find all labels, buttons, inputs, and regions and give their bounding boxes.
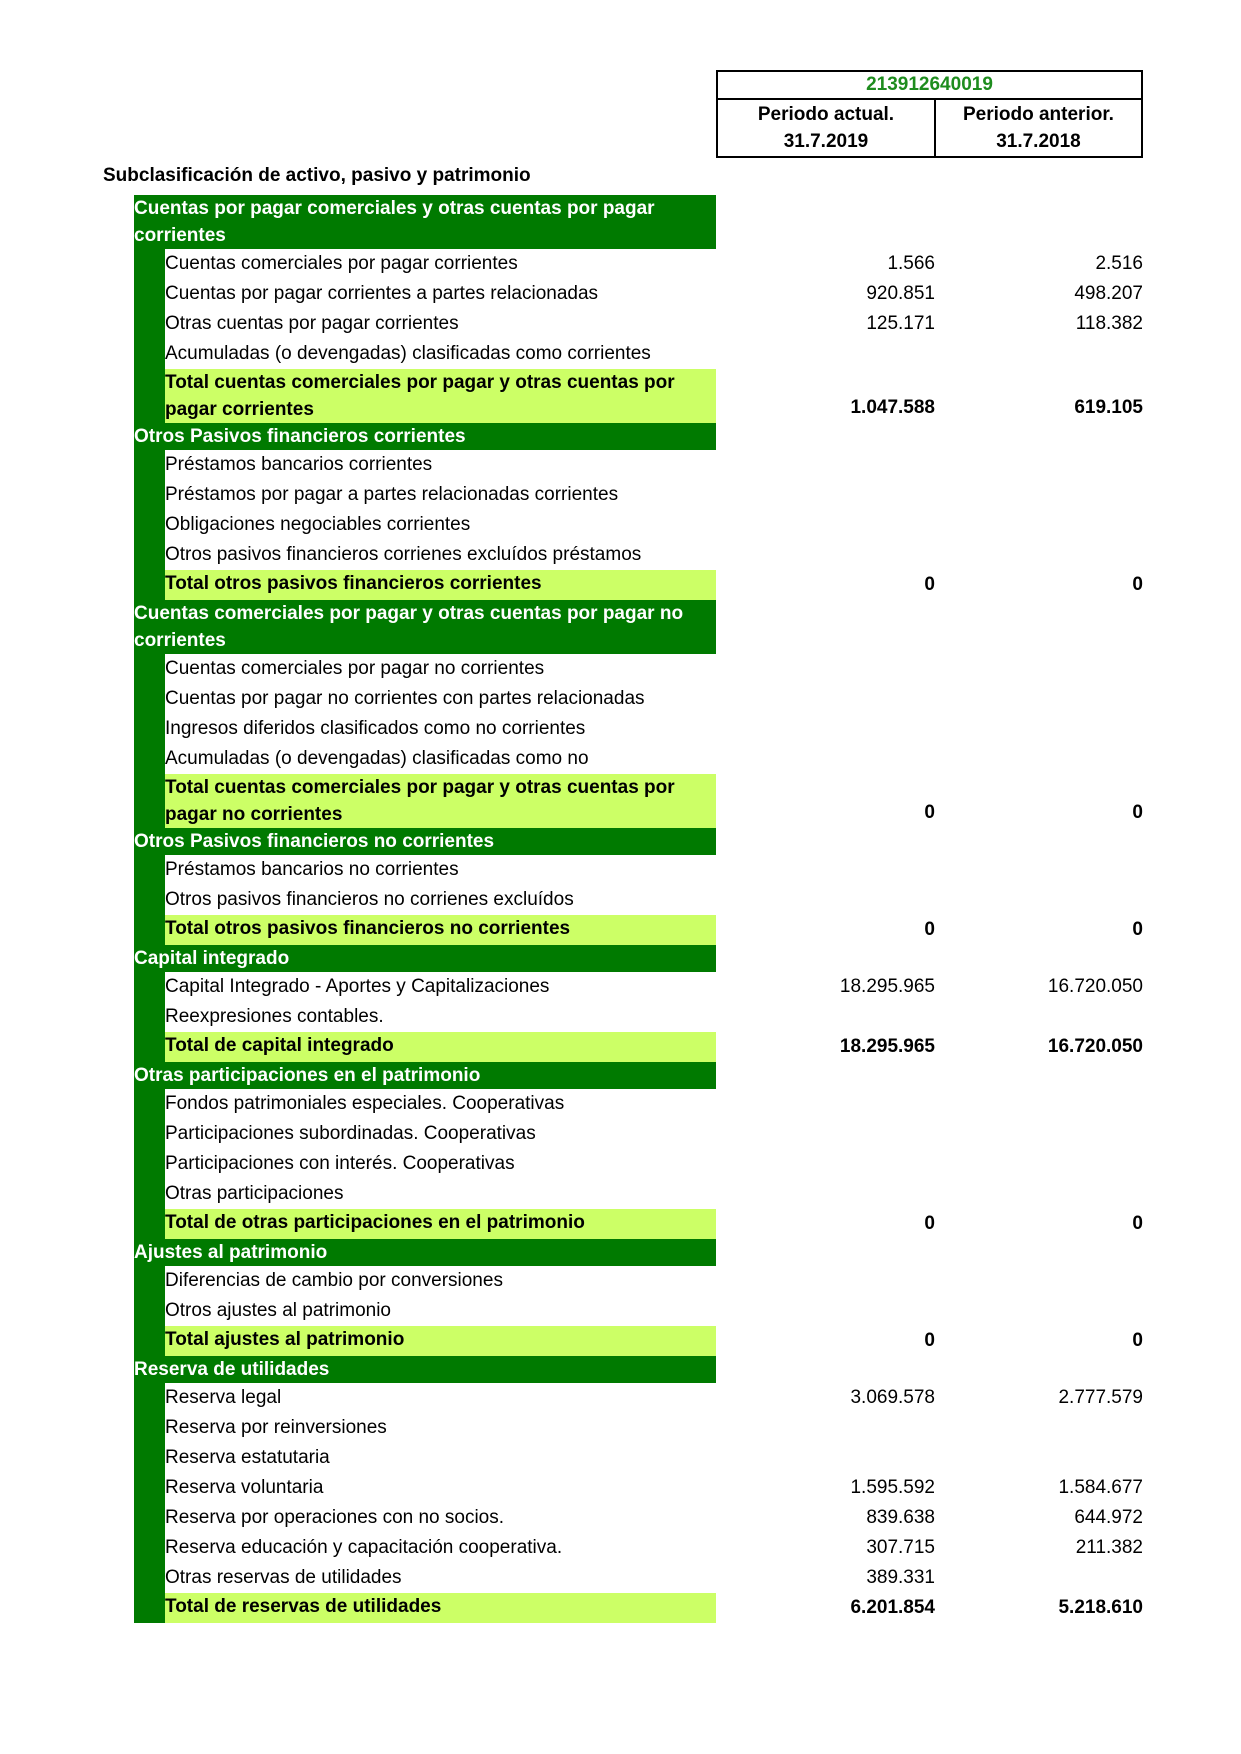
green-bar (134, 1209, 165, 1239)
row-label: Diferencias de cambio por conversiones (165, 1270, 503, 1291)
green-bar (134, 1149, 165, 1179)
value-previous (935, 510, 1143, 540)
green-bar (134, 915, 165, 945)
green-bar (134, 510, 165, 540)
green-bar (134, 1503, 165, 1533)
indent (103, 1179, 134, 1209)
indent (103, 450, 134, 480)
row-label: Otros pasivos financieros no corrienes excluídos (165, 889, 574, 910)
value-previous (935, 1413, 1143, 1443)
green-bar (134, 714, 165, 744)
total-current: 0 (924, 574, 935, 595)
total-current: 0 (924, 1213, 935, 1234)
green-bar (134, 654, 165, 684)
total-previous: 0 (1132, 1330, 1143, 1351)
table-row (103, 1266, 1143, 1296)
section-title: Otros Pasivos financieros no corrientes (134, 828, 716, 855)
section-title: Ajustes al patrimonio (134, 1239, 716, 1266)
green-bar (134, 1563, 165, 1593)
total-current: 18.295.965 (839, 1036, 935, 1057)
total-previous: 0 (1132, 919, 1143, 940)
indent (103, 480, 134, 510)
green-bar (134, 1089, 165, 1119)
section-row (103, 828, 1143, 855)
value-current (716, 1296, 935, 1326)
value-current (716, 423, 935, 450)
table-row (103, 510, 1143, 540)
indent (103, 1002, 134, 1032)
report-id: 213912640019 (717, 71, 1142, 99)
value-current (716, 157, 935, 195)
row-label: Otras reservas de utilidades (165, 1567, 402, 1588)
table-row (103, 1443, 1143, 1473)
row-label: Otros ajustes al patrimonio (165, 1300, 391, 1321)
row-label: Otros pasivos financieros corrienes excluídos préstamos (165, 544, 642, 565)
indent (103, 774, 134, 828)
value-previous (935, 1296, 1143, 1326)
value-previous (935, 1089, 1143, 1119)
value-current (716, 714, 935, 744)
value-current (716, 945, 935, 972)
value-current (716, 885, 935, 915)
total-row (103, 369, 1143, 423)
indent (103, 600, 134, 654)
value-previous: 16.720.050 (1047, 976, 1143, 997)
section-row (103, 945, 1143, 972)
row-label: Fondos patrimoniales especiales. Cooperativas (165, 1093, 565, 1114)
current-period-header: Periodo actual. 31.7.2019 (717, 99, 935, 157)
table-row (103, 684, 1143, 714)
indent (103, 1443, 134, 1473)
row-label: Cuentas por pagar corrientes a partes relacionadas (165, 283, 599, 304)
indent (103, 249, 134, 279)
row-label: Acumuladas (o devengadas) clasificadas como no (165, 748, 589, 769)
value-current (716, 1089, 935, 1119)
section-row (103, 1356, 1143, 1383)
indent (103, 855, 134, 885)
indent (103, 654, 134, 684)
total-label: Total ajustes al patrimonio (165, 1326, 716, 1356)
table-row (103, 1149, 1143, 1179)
indent (103, 1266, 134, 1296)
value-previous: 2.777.579 (1058, 1387, 1143, 1408)
total-row (103, 1209, 1143, 1239)
value-current (716, 540, 935, 570)
table-row (103, 249, 1143, 279)
value-current (716, 1002, 935, 1032)
green-bar (134, 774, 165, 828)
section-row (103, 600, 1143, 654)
value-current (716, 480, 935, 510)
value-previous (935, 1563, 1143, 1593)
table-row (103, 1119, 1143, 1149)
section-title: Otros Pasivos financieros corrientes (134, 423, 716, 450)
indent (103, 1089, 134, 1119)
value-current (716, 450, 935, 480)
green-bar (134, 885, 165, 915)
indent (103, 1062, 134, 1089)
value-previous (935, 714, 1143, 744)
total-previous: 619.105 (1074, 397, 1143, 418)
total-row (103, 570, 1143, 600)
value-previous: 1.584.677 (1058, 1477, 1143, 1498)
total-label: Total cuentas comerciales por pagar y otras cuentas por pagar no corrientes (165, 774, 716, 828)
value-previous (935, 1119, 1143, 1149)
green-bar (134, 279, 165, 309)
value-previous (935, 480, 1143, 510)
total-label: Total de reservas de utilidades (165, 1593, 716, 1623)
indent (103, 309, 134, 339)
value-current (716, 1149, 935, 1179)
indent (103, 828, 134, 855)
value-previous (935, 450, 1143, 480)
table-row (103, 480, 1143, 510)
indent (103, 339, 134, 369)
value-previous (935, 828, 1143, 855)
section-title: Cuentas por pagar comerciales y otras cuentas por pagar corrientes (134, 195, 716, 249)
green-bar (134, 1443, 165, 1473)
indent (103, 1413, 134, 1443)
table-row (103, 1533, 1143, 1563)
value-previous: 498.207 (1074, 283, 1143, 304)
table-row (103, 885, 1143, 915)
value-previous: 118.382 (1075, 313, 1143, 334)
table-row (103, 1563, 1143, 1593)
value-previous (935, 885, 1143, 915)
indent (103, 744, 134, 774)
table-row (103, 540, 1143, 570)
table-row (103, 855, 1143, 885)
table-row (103, 450, 1143, 480)
total-row (103, 1326, 1143, 1356)
row-label: Acumuladas (o devengadas) clasificadas como corrientes (165, 343, 651, 364)
value-current (716, 1062, 935, 1089)
indent (103, 945, 134, 972)
table-row (103, 1503, 1143, 1533)
table-row (103, 1413, 1143, 1443)
row-label: Reserva educación y capacitación cooperativa. (165, 1537, 563, 1558)
value-current (716, 1119, 935, 1149)
indent (103, 972, 134, 1002)
table-row (103, 279, 1143, 309)
indent (103, 885, 134, 915)
indent (103, 1473, 134, 1503)
indent (103, 423, 134, 450)
total-previous: 0 (1132, 802, 1143, 823)
value-previous: 2.516 (1095, 253, 1143, 274)
row-label: Ingresos diferidos clasificados como no corrientes (165, 718, 586, 739)
indent (103, 1296, 134, 1326)
value-previous: 644.972 (1074, 1507, 1143, 1528)
row-label: Cuentas comerciales por pagar no corrientes (165, 658, 545, 679)
green-bar (134, 1032, 165, 1062)
green-bar (134, 855, 165, 885)
green-bar (134, 1266, 165, 1296)
value-current: 389.331 (866, 1567, 935, 1588)
row-label: Cuentas comerciales por pagar corrientes (165, 253, 518, 274)
table-row (103, 1473, 1143, 1503)
green-bar (134, 1593, 165, 1623)
value-previous (935, 1266, 1143, 1296)
value-current: 125.171 (866, 313, 935, 334)
green-bar (134, 1326, 165, 1356)
table-row (103, 309, 1143, 339)
green-bar (134, 684, 165, 714)
total-previous: 0 (1132, 574, 1143, 595)
value-current: 920.851 (866, 283, 935, 304)
value-current (716, 1356, 935, 1383)
green-bar (134, 249, 165, 279)
indent (103, 570, 134, 600)
indent (103, 195, 134, 249)
green-bar (134, 1383, 165, 1413)
total-current: 6.201.854 (850, 1597, 935, 1618)
value-current: 1.566 (887, 253, 935, 274)
total-row (103, 1032, 1143, 1062)
row-label: Participaciones subordinadas. Cooperativas (165, 1123, 536, 1144)
value-previous (935, 1443, 1143, 1473)
green-bar (134, 369, 165, 423)
table-row (103, 972, 1143, 1002)
value-current (716, 510, 935, 540)
green-bar (134, 309, 165, 339)
row-label: Otras cuentas por pagar corrientes (165, 313, 459, 334)
value-previous (935, 744, 1143, 774)
section-title: Cuentas comerciales por pagar y otras cuentas por pagar no corrientes (134, 600, 716, 654)
table-row (103, 654, 1143, 684)
section-row (103, 195, 1143, 249)
green-bar (134, 1119, 165, 1149)
column-header (716, 70, 1143, 158)
balance-table (103, 157, 1143, 1623)
row-label: Préstamos bancarios corrientes (165, 454, 433, 475)
value-current: 307.715 (866, 1537, 935, 1558)
table-row (103, 714, 1143, 744)
value-previous (935, 1179, 1143, 1209)
green-bar (134, 1296, 165, 1326)
value-current: 839.638 (866, 1507, 935, 1528)
total-previous: 5.218.610 (1058, 1597, 1143, 1618)
green-bar (134, 480, 165, 510)
indent (103, 1356, 134, 1383)
row-label: Préstamos bancarios no corrientes (165, 859, 459, 880)
value-previous (935, 1149, 1143, 1179)
indent (103, 369, 134, 423)
green-bar (134, 1473, 165, 1503)
indent (103, 540, 134, 570)
total-previous: 16.720.050 (1047, 1036, 1143, 1057)
value-previous (935, 654, 1143, 684)
row-label: Reserva por reinversiones (165, 1417, 387, 1438)
value-current: 1.595.592 (850, 1477, 935, 1498)
table-row (103, 1089, 1143, 1119)
row-label: Reserva voluntaria (165, 1477, 324, 1498)
total-label: Total otros pasivos financieros corrientes (165, 570, 716, 600)
section-title: Otras participaciones en el patrimonio (134, 1062, 716, 1089)
table-row (103, 1383, 1143, 1413)
indent (103, 1593, 134, 1623)
value-current (716, 684, 935, 714)
value-previous (935, 855, 1143, 885)
indent (103, 1563, 134, 1593)
indent (103, 1239, 134, 1266)
value-current (716, 828, 935, 855)
row-label: Reexpresiones contables. (165, 1006, 384, 1027)
total-row (103, 774, 1143, 828)
indent (103, 1119, 134, 1149)
value-current (716, 1443, 935, 1473)
value-previous (935, 157, 1143, 195)
total-current: 0 (924, 1330, 935, 1351)
green-bar (134, 570, 165, 600)
table-row (103, 744, 1143, 774)
value-previous (935, 423, 1143, 450)
green-bar (134, 339, 165, 369)
total-label: Total otros pasivos financieros no corrientes (165, 915, 716, 945)
table-row (103, 1179, 1143, 1209)
value-current: 3.069.578 (850, 1387, 935, 1408)
value-current (716, 654, 935, 684)
indent (103, 915, 134, 945)
table-row (103, 1002, 1143, 1032)
indent (103, 1326, 134, 1356)
value-current (716, 855, 935, 885)
row-label: Reserva por operaciones con no socios. (165, 1507, 505, 1528)
table-title: Subclasificación de activo, pasivo y patrimonio (103, 165, 531, 186)
value-current (716, 1413, 935, 1443)
row-label: Capital Integrado - Aportes y Capitalizaciones (165, 976, 550, 997)
value-current (716, 339, 935, 369)
total-row (103, 1593, 1143, 1623)
value-current (716, 1239, 935, 1266)
value-current (716, 744, 935, 774)
green-bar (134, 744, 165, 774)
value-current (716, 600, 935, 654)
indent (103, 279, 134, 309)
indent (103, 510, 134, 540)
green-bar (134, 450, 165, 480)
value-previous (935, 600, 1143, 654)
indent (103, 1032, 134, 1062)
indent (103, 684, 134, 714)
table-row (103, 1296, 1143, 1326)
row-label: Préstamos por pagar a partes relacionadas corrientes (165, 484, 619, 505)
total-current: 0 (924, 919, 935, 940)
table-row (103, 339, 1143, 369)
total-label: Total cuentas comerciales por pagar y otras cuentas por pagar corrientes (165, 369, 716, 423)
green-bar (134, 1413, 165, 1443)
row-label: Otras participaciones (165, 1183, 344, 1204)
value-current: 18.295.965 (839, 976, 935, 997)
row-label: Cuentas por pagar no corrientes con partes relacionadas (165, 688, 645, 709)
value-previous: 211.382 (1075, 1537, 1143, 1558)
green-bar (134, 1179, 165, 1209)
value-previous (935, 945, 1143, 972)
value-previous (935, 684, 1143, 714)
total-label: Total de otras participaciones en el patrimonio (165, 1209, 716, 1239)
title-row (103, 157, 1143, 195)
value-current (716, 1179, 935, 1209)
indent (103, 1503, 134, 1533)
total-previous: 0 (1132, 1213, 1143, 1234)
green-bar (134, 972, 165, 1002)
total-row (103, 915, 1143, 945)
total-current: 1.047.588 (850, 397, 935, 418)
value-previous (935, 339, 1143, 369)
indent (103, 1383, 134, 1413)
value-current (716, 195, 935, 249)
indent (103, 1209, 134, 1239)
section-row (103, 1239, 1143, 1266)
row-label: Participaciones con interés. Cooperativas (165, 1153, 515, 1174)
row-label: Reserva legal (165, 1387, 282, 1408)
indent (103, 1533, 134, 1563)
value-previous (935, 195, 1143, 249)
indent (103, 714, 134, 744)
previous-period-header: Periodo anterior. 31.7.2018 (935, 99, 1142, 157)
green-bar (134, 1002, 165, 1032)
section-title: Capital integrado (134, 945, 716, 972)
row-label: Obligaciones negociables corrientes (165, 514, 471, 535)
value-previous (935, 1002, 1143, 1032)
value-previous (935, 1239, 1143, 1266)
value-previous (935, 1062, 1143, 1089)
value-previous (935, 1356, 1143, 1383)
value-previous (935, 540, 1143, 570)
total-current: 0 (924, 802, 935, 823)
row-label: Reserva estatutaria (165, 1447, 330, 1468)
total-label: Total de capital integrado (165, 1032, 716, 1062)
section-title: Reserva de utilidades (134, 1356, 716, 1383)
indent (103, 1149, 134, 1179)
section-row (103, 423, 1143, 450)
green-bar (134, 1533, 165, 1563)
section-row (103, 1062, 1143, 1089)
value-current (716, 1266, 935, 1296)
green-bar (134, 540, 165, 570)
